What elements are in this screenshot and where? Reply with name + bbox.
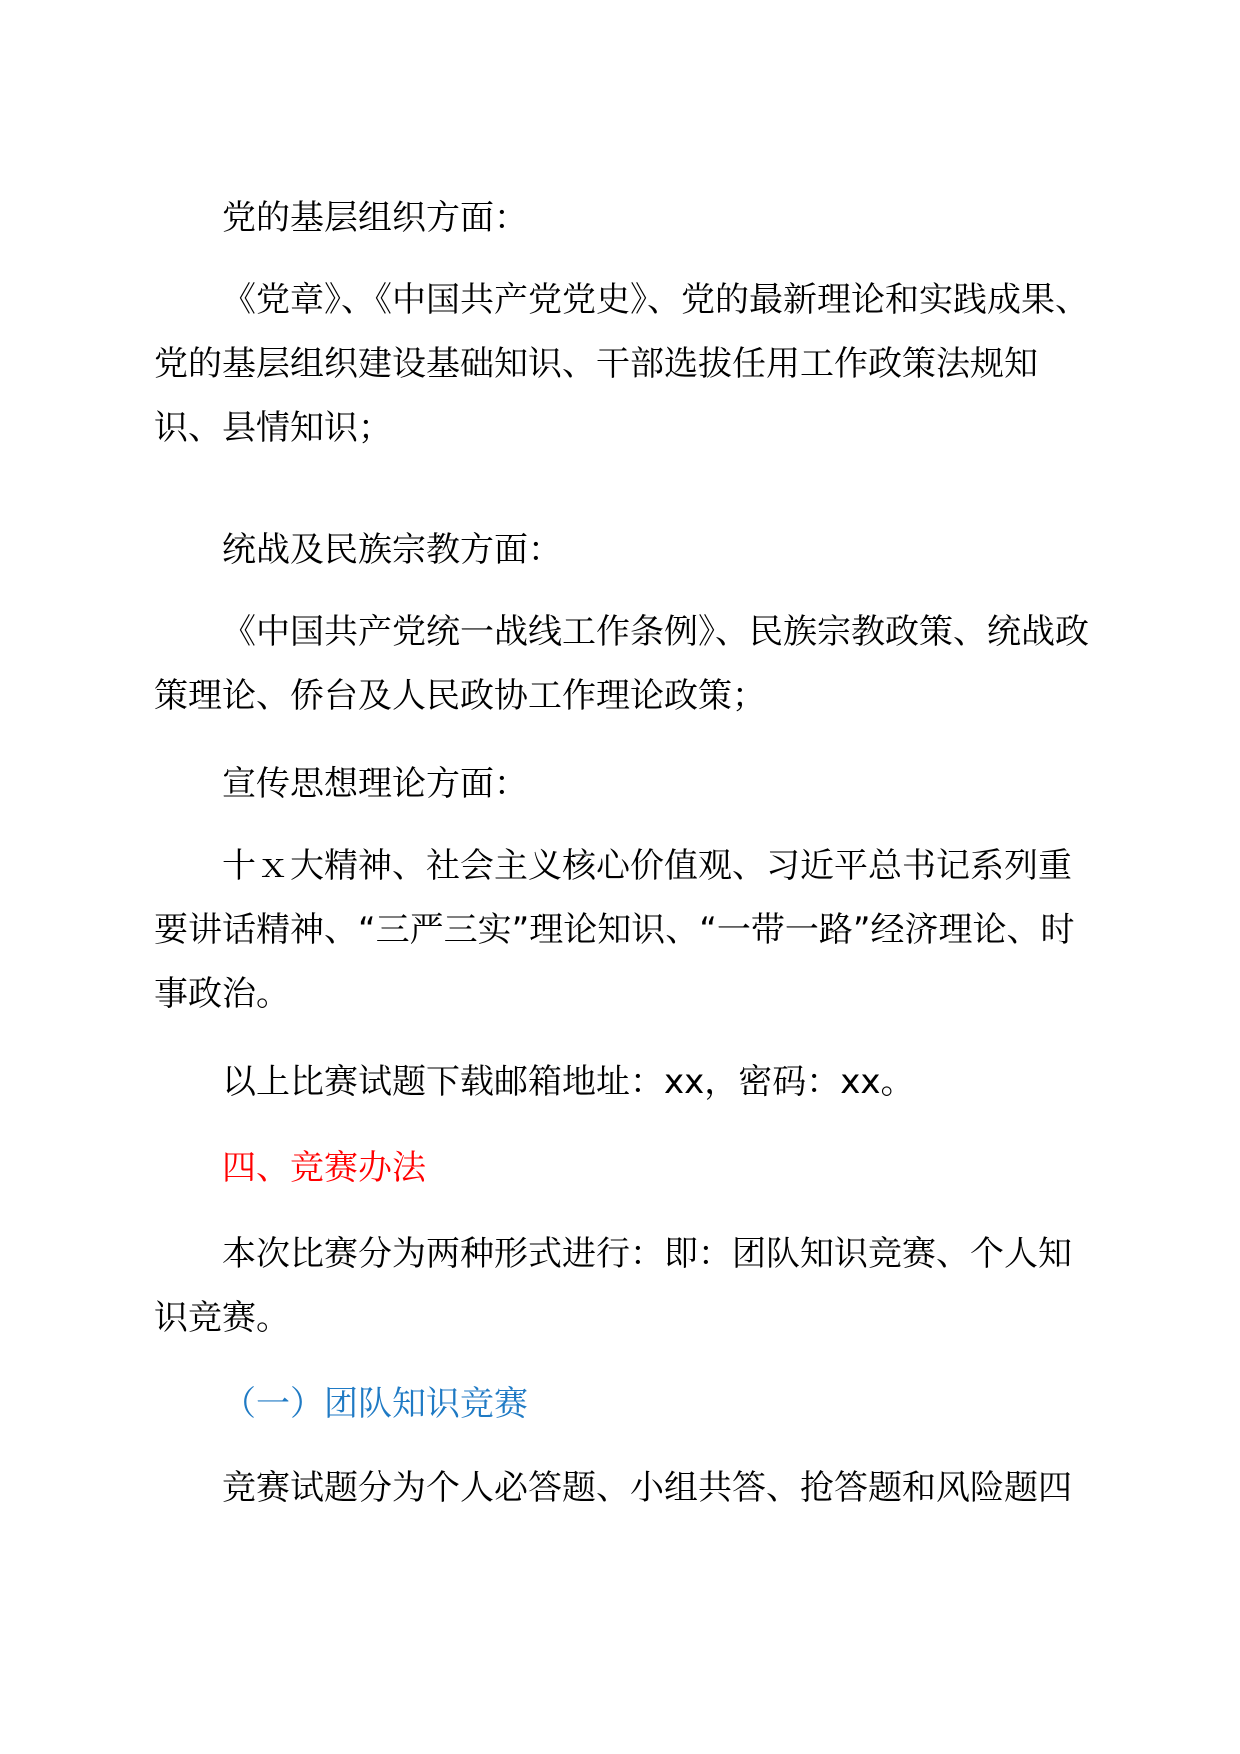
paragraph-competition-forms: 本次比赛分为两种形式进行：即：团队知识竞赛、个人知识竞赛。: [154, 1234, 1072, 1338]
paragraph-question-types: 竞赛试题分为个人必答题、小组共答、抢答题和风险题四: [222, 1468, 1072, 1508]
section-heading-competition-method: 四、竞赛办法: [222, 1148, 426, 1188]
section-heading-propaganda: 宣传思想理论方面：: [222, 764, 528, 804]
paragraph-grassroots-content: 《党章》、《中国共产党党史》、党的最新理论和实践成果、党的基层组织建设基础知识、干部选拔任用工作政策法规知识、县情知识；: [154, 280, 1089, 448]
section-heading-united-front: 统战及民族宗教方面：: [222, 530, 562, 570]
paragraph-propaganda-content: 十ｘ大精神、社会主义核心价值观、习近平总书记系列重要讲话精神、“三严三实”理论知识、“一带一路”经济理论、时事政治。: [154, 846, 1075, 1014]
subsection-heading-team-competition: （一）团队知识竞赛: [222, 1384, 528, 1424]
section-heading-grassroots: 党的基层组织方面：: [222, 198, 528, 238]
paragraph-united-front-content: 《中国共产党统一战线工作条例》、民族宗教政策、统战政策理论、侨台及人民政协工作理论政策；: [154, 612, 1089, 716]
paragraph-download-info: 以上比赛试题下载邮箱地址：xx，密码：xx。: [222, 1062, 915, 1102]
